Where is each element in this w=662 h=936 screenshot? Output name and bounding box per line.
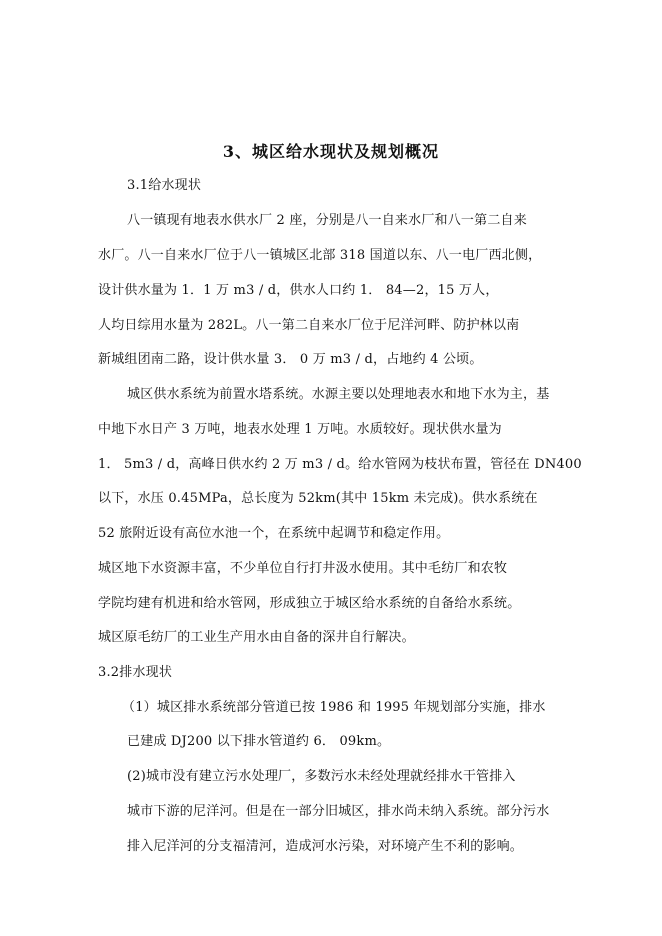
page-title: 3、城区给水现状及规划概况 — [222, 142, 440, 161]
paragraph-line: 八一镇现有地表水供水厂 2 座，分别是八一自来水厂和八一第二自来 — [127, 213, 527, 228]
paragraph-line: 城区原毛纺厂的工业生产用水由自备的深井自行解决。 — [98, 630, 415, 645]
paragraph-line: 新城组团南二路，设计供水量 3． 0 万 m3 / d，占地约 4 公顷。 — [98, 352, 483, 367]
paragraph-line: 1． 5m3 / d，高峰日供水约 2 万 m3 / d。给水管网为枝状布置，管径在 DN400 — [98, 457, 582, 472]
paragraph-line: (2)城市没有建立污水处理厂，多数污水未经处理就经排水干管排入 — [127, 769, 516, 784]
paragraph-line: （1）城区排水系统部分管道已按 1986 和 1995 年规划部分实施，排水 — [122, 700, 546, 715]
paragraph-line: 城区地下水资源丰富，不少单位自行打井汲水使用。其中毛纺厂和农牧 — [98, 561, 508, 576]
paragraph-line: 中地下水日产 3 万吨，地表水处理 1 万吨。水质较好。现状供水量为 — [98, 422, 502, 437]
paragraph-line: 排入尼洋河的分支福清河，造成河水污染，对环境产生不利的影响。 — [127, 839, 524, 854]
paragraph-line: 以下，水压 0.45MPa，总长度为 52km(其中 15km 未完成)。供水系统在 — [98, 491, 538, 506]
paragraph-line: 学院均建有机进和给水管网，形成独立于城区给水系统的自备给水系统。 — [98, 596, 521, 611]
paragraph-line: 设计供水量为 1．1 万 m3 / d，供水人口约 1． 84—2，15 万人， — [98, 283, 499, 298]
paragraph-line: 已建成 DJ200 以下排水管道约 6． 09km。 — [127, 734, 391, 749]
paragraph-line: 水厂。八一自来水厂位于八一镇城区北部 318 国道以东、八一电厂西北侧， — [98, 248, 542, 263]
section-heading-3-1: 3.1给水现状 — [127, 178, 202, 193]
paragraph-line: 52 旅附近设有高位水池一个，在系统中起调节和稳定作用。 — [98, 526, 450, 541]
section-heading-3-2: 3.2排水现状 — [98, 665, 173, 680]
paragraph-line: 人均日综用水量为 282L。八一第二自来水厂位于尼洋河畔、防护林以南 — [98, 318, 520, 333]
paragraph-line: 城区供水系统为前置水塔系统。水源主要以处理地表水和地下水为主，基 — [127, 387, 550, 402]
paragraph-line: 城市下游的尼洋河。但是在一部分旧城区，排水尚未纳入系统。部分污水 — [127, 804, 550, 819]
